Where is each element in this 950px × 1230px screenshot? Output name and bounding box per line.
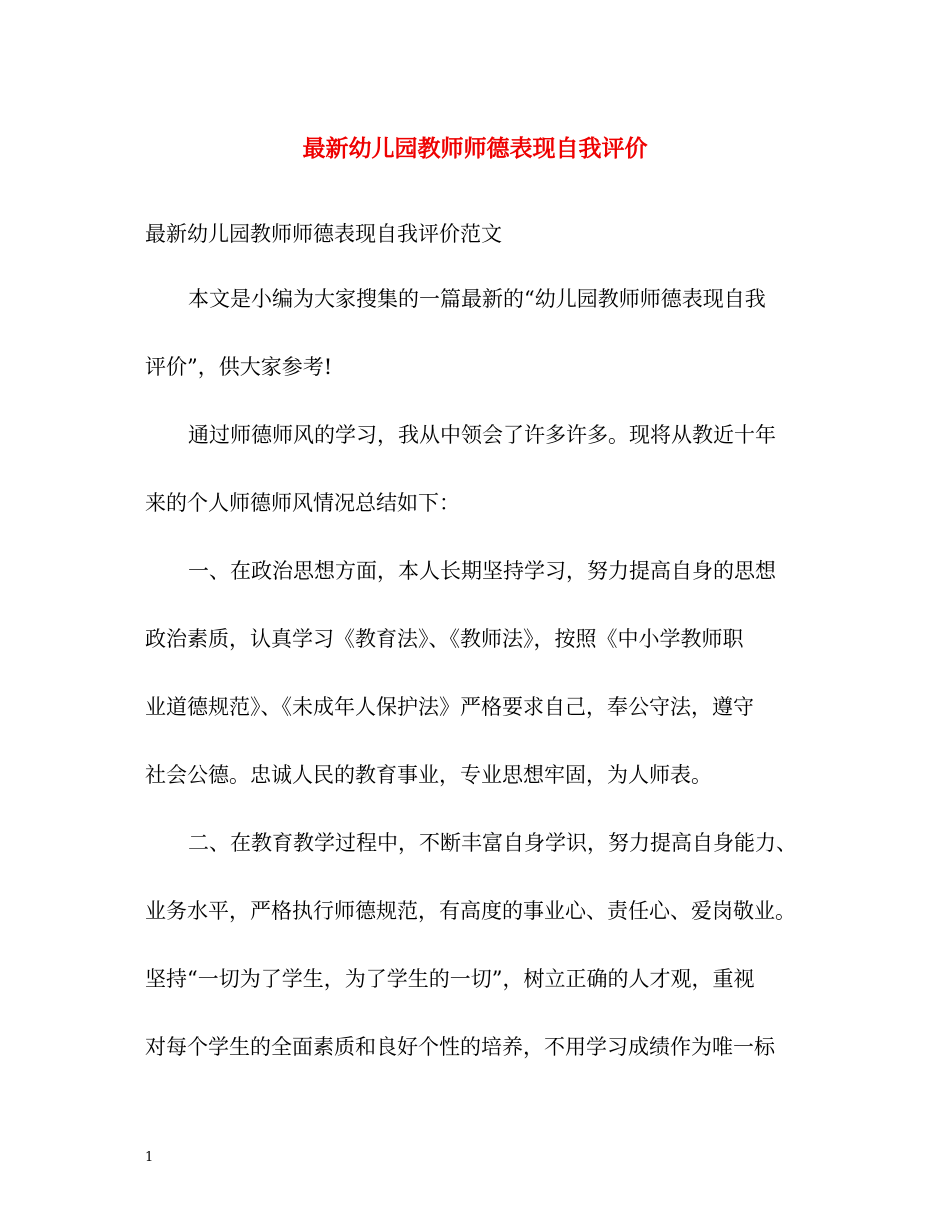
- paragraph-intro-line-2: 评价”，供大家参考!: [145, 355, 333, 379]
- paragraph-politics-line-2: 政治素质，认真学习《教育法》、《教师法》，按照《中小学教师职: [145, 627, 744, 651]
- paragraph-summary-line-2: 来的个人师德师风情况总结如下：: [145, 491, 460, 515]
- paragraph-teaching-line-4: 对每个学生的全面素质和良好个性的培养，不用学习成绩作为唯一标: [145, 1035, 775, 1059]
- paragraph-teaching-line-1: 二、在教育教学过程中，不断丰富自身学识，努力提高自身能力、: [188, 831, 797, 855]
- paragraph-politics-line-3: 业道德规范》、《未成年人保护法》严格要求自己，奉公守法，遵守: [145, 695, 754, 719]
- paragraph-summary-line-1: 通过师德师风的学习，我从中领会了许多许多。现将从教近十年: [188, 423, 776, 447]
- paragraph-politics-line-4: 社会公德。忠诚人民的教育事业，专业思想牢固，为人师表。: [145, 763, 712, 787]
- page-number: 1: [145, 1150, 154, 1165]
- subtitle-line: 最新幼儿园教师师德表现自我评价范文: [145, 222, 502, 246]
- paragraph-teaching-line-2: 业务水平，严格执行师德规范，有高度的事业心、责任心、爱岗敬业。: [145, 899, 796, 923]
- document-title: 最新幼儿园教师师德表现自我评价: [302, 135, 648, 162]
- paragraph-teaching-line-3: 坚持“一切为了学生，为了学生的一切”，树立正确的人才观，重视: [145, 967, 755, 991]
- paragraph-intro-line-1: 本文是小编为大家搜集的一篇最新的“幼儿园教师师德表现自我: [188, 287, 766, 311]
- paragraph-politics-line-1: 一、在政治思想方面，本人长期坚持学习，努力提高自身的思想: [188, 559, 776, 583]
